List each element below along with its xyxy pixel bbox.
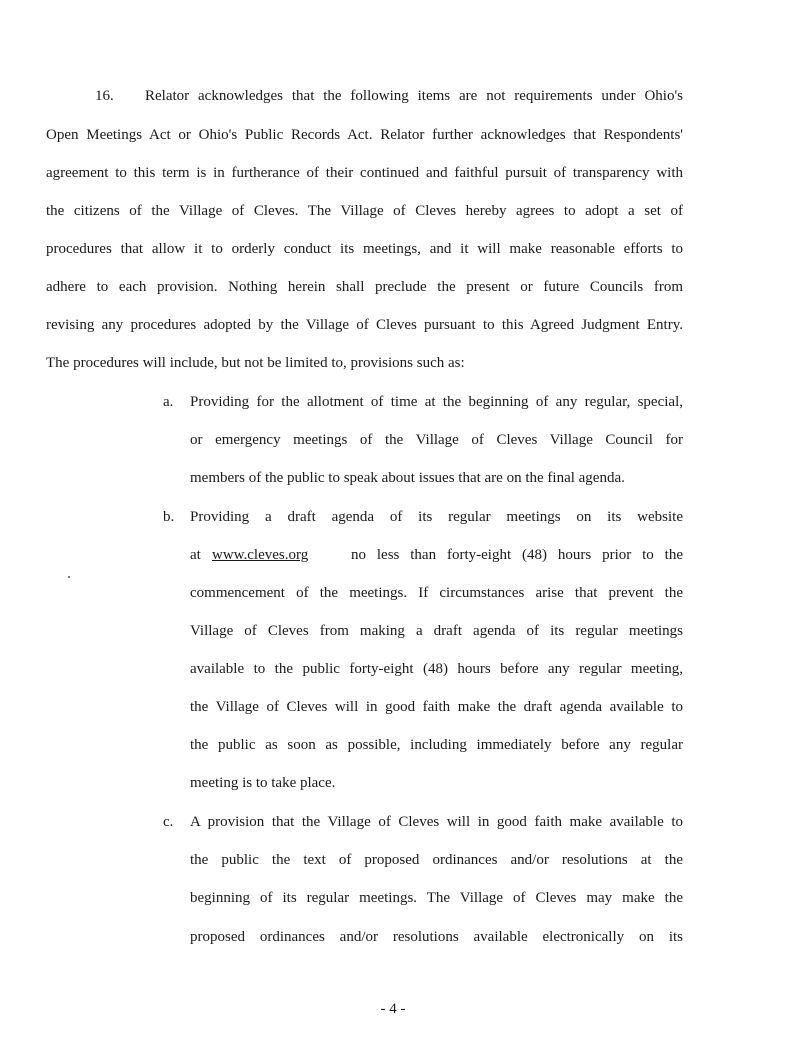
list-item-line: no less than forty-eight (48) hours prior to the bbox=[351, 547, 683, 563]
list-item-line: at bbox=[190, 547, 201, 563]
website-link[interactable]: www.cleves.org bbox=[212, 547, 309, 563]
list-item-line: commencement of the meetings. If circumstances arise that prevent the bbox=[190, 585, 683, 601]
list-marker-b: b. bbox=[163, 509, 175, 525]
list-item-line: proposed ordinances and/or resolutions available electronically on its bbox=[190, 929, 683, 945]
paragraph-line: revising any procedures adopted by the Village of Cleves pursuant to this Agreed Judgment Entry. bbox=[46, 317, 683, 333]
list-item-line: the public the text of proposed ordinances and/or resolutions at the bbox=[190, 852, 683, 868]
list-marker-c: c. bbox=[163, 814, 174, 830]
paragraph-line: The procedures will include, but not be limited to, provisions such as: bbox=[46, 355, 465, 371]
page-number: - 4 - bbox=[380, 1001, 406, 1017]
paragraph-number: 16. bbox=[95, 88, 114, 104]
paragraph-line: Relator acknowledges that the following items are not requirements under Ohio's bbox=[145, 88, 683, 104]
list-item-line: the public as soon as possible, including immediately before any regular bbox=[190, 737, 683, 753]
paragraph-line: the citizens of the Village of Cleves. The Village of Cleves hereby agrees to adopt a set of bbox=[46, 203, 683, 219]
list-item-line: Providing a draft agenda of its regular meetings on its website bbox=[190, 509, 683, 525]
list-item-line: the Village of Cleves will in good faith make the draft agenda available to bbox=[190, 699, 683, 715]
scan-speck bbox=[68, 576, 70, 578]
list-item-line: or emergency meetings of the Village of Cleves Village Council for bbox=[190, 432, 683, 448]
paragraph-line: Open Meetings Act or Ohio's Public Records Act. Relator further acknowledges that Respondents' bbox=[46, 127, 683, 143]
paragraph-line: adhere to each provision. Nothing herein shall preclude the present or future Councils from bbox=[46, 279, 683, 295]
list-item-line: meeting is to take place. bbox=[190, 775, 336, 791]
list-item-line: beginning of its regular meetings. The Village of Cleves may make the bbox=[190, 890, 683, 906]
list-marker-a: a. bbox=[163, 394, 174, 410]
list-item-line: A provision that the Village of Cleves will in good faith make available to bbox=[190, 814, 683, 830]
paragraph-line: procedures that allow it to orderly conduct its meetings, and it will make reasonable efforts to bbox=[46, 241, 683, 257]
list-item-line: members of the public to speak about issues that are on the final agenda. bbox=[190, 470, 625, 486]
list-item-line: Village of Cleves from making a draft agenda of its regular meetings bbox=[190, 623, 683, 639]
paragraph-line: agreement to this term is in furtherance of their continued and faithful pursuit of transparency with bbox=[46, 165, 683, 181]
list-item-line: Providing for the allotment of time at the beginning of any regular, special, bbox=[190, 394, 683, 410]
list-item-line: available to the public forty-eight (48) hours before any regular meeting, bbox=[190, 661, 683, 677]
